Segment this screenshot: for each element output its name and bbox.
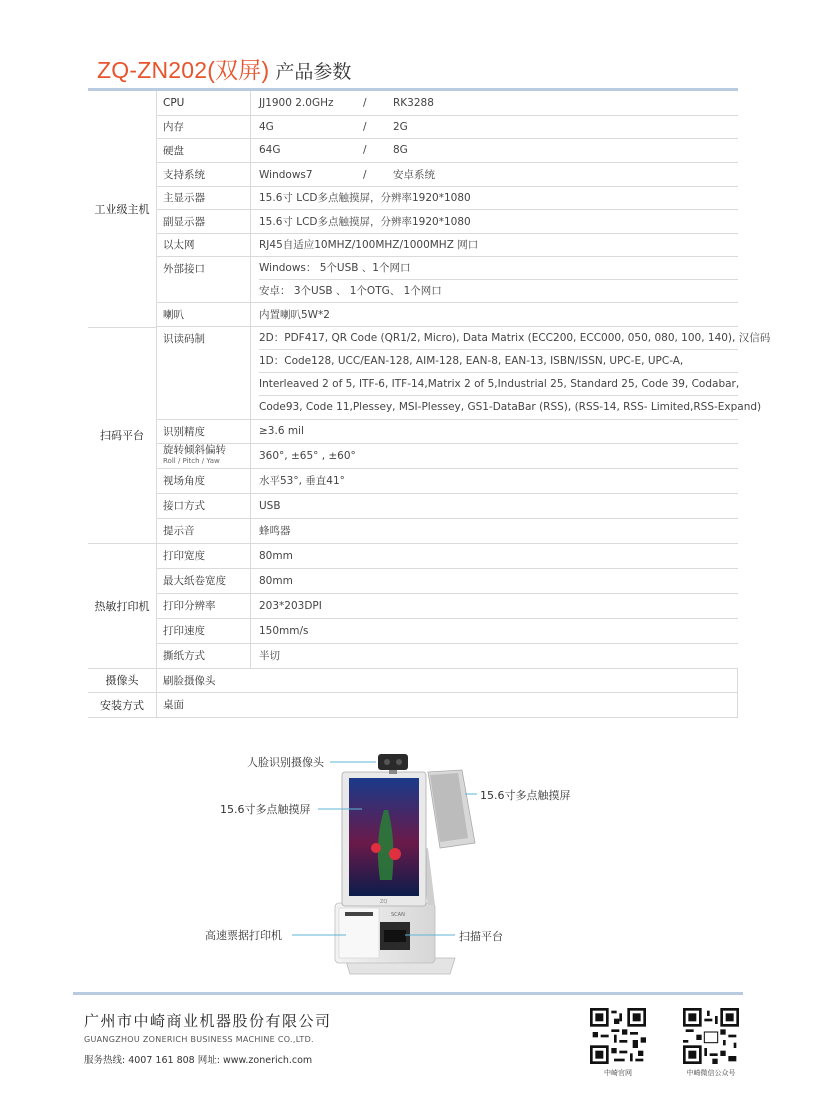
spec-value: JJ1900 2.0GHz / RK3288 [251,91,738,115]
company-name-cn: 广州市中崎商业机器股份有限公司 [84,1012,332,1030]
callout-printer: 高速票据打印机 [205,929,282,942]
codes-line: 1D：Code128, UCC/EAN-128, AIM-128, EAN-8, EAN-13, ISBN/ISSN, UPC-E, UPC-A, [259,350,738,373]
company-name-en: GUANGZHOU ZONERICH BUSINESS MACHINE CO.,LTD. [84,1035,314,1044]
spec-value: 64G / 8G [251,138,738,162]
spec-value: USB [251,493,738,518]
spec-label: 打印分辨率 [157,593,251,618]
spec-label: 主显示器 [157,186,251,209]
codes-line: 2D：PDF417, QR Code (QR1/2, Micro), Data Matrix (ECC200, ECC000, 050, 080, 100, 140), 汉信码 [259,327,738,350]
page-subtitle: 产品参数 [275,61,352,83]
spec-label: 喇叭 [157,302,251,326]
callout-camera: 人脸识别摄像头 [247,756,324,769]
scanner-tag: SCAN [391,912,405,918]
spec-label: 副显示器 [157,209,251,233]
category-camera: 摄像头 [88,668,157,692]
spec-value-ports [251,256,738,302]
footer-divider [73,992,743,995]
spec-label: 打印宽度 [157,543,251,568]
kiosk-drawing [0,730,818,990]
page-title [97,52,351,86]
spec-value: 桌面 [157,692,738,717]
qr-caption-wechat: 中崎微信公众号 [686,1069,736,1077]
callout-main-screen: 15.6寸多点触摸屏 [220,803,311,816]
spec-label: 撕纸方式 [157,643,251,668]
spec-value-codes [251,327,771,419]
spec-label: 以太网 [157,233,251,256]
spec-value: 4G / 2G [251,115,738,138]
category-host: 工业级主机 [88,91,157,327]
brand-mark: ZQ [380,899,388,905]
spec-value: 15.6寸 LCD多点触摸屏，分辨率1920*1080 [251,209,738,233]
company-contact: 服务热线: 4007 161 808 网址: www.zonerich.com [84,1055,313,1066]
qr-code-wechat[interactable] [683,1008,739,1064]
model-name: ZQ-ZN202(双屏) [97,57,270,83]
codes-line: Code93, Code 11,Plessey, MSI-Plessey, GS1-DataBar (RSS), (RSS-14, RSS- Limited,RSS-Expand) [259,401,762,414]
spec-value: 360°, ±65° , ±60° [251,443,738,468]
ports-windows: Windows： 5个USB 、1个网口 [259,257,738,280]
category-printer: 热敏打印机 [88,543,157,668]
spec-value: 80mm [251,543,738,568]
spec-label: 提示音 [157,518,251,543]
spec-value: 水平53°, 垂直41° [251,468,738,493]
spec-value: 半切 [251,643,738,668]
product-illustration [0,730,818,990]
spec-value: 150mm/s [251,618,738,643]
spec-label: 视场角度 [157,468,251,493]
callout-sub-screen: 15.6寸多点触摸屏 [480,789,571,802]
spec-value: RJ45自适应10MHZ/100MHZ/1000MHZ 网口 [251,233,738,256]
spec-label: 硬盘 [157,138,251,162]
spec-label: 打印速度 [157,618,251,643]
spec-value: 15.6寸 LCD多点触摸屏，分辨率1920*1080 [251,186,738,209]
category-scan: 扫码平台 [88,327,157,543]
spec-label-rotation: 旋转倾斜偏转 Roll / Pitch / Yaw [157,443,251,468]
spec-value: 刷脸摄像头 [157,668,738,692]
callout-scanner: 扫描平台 [459,930,503,943]
spec-label: 最大纸卷宽度 [157,568,251,593]
spec-value: ≥3.6 mil [251,419,738,443]
ports-android: 安卓： 3个USB 、 1个OTG、 1个网口 [259,284,442,297]
spec-label: 接口方式 [157,493,251,518]
category-mount: 安装方式 [88,692,157,717]
spec-value: 80mm [251,568,738,593]
spec-label: 识别精度 [157,419,251,443]
spec-label: 内存 [157,115,251,138]
qr-code-website[interactable] [590,1008,646,1064]
spec-table [88,91,771,718]
qr-caption-website: 中崎官网 [604,1069,632,1077]
spec-value: Windows7 / 安卓系统 [251,162,738,186]
spec-label: CPU [157,91,251,115]
spec-value: 内置喇叭5W*2 [251,302,738,326]
spec-label: 识读码制 [157,327,251,419]
spec-label: 外部接口 [157,256,251,302]
spec-value: 203*203DPI [251,593,738,618]
spec-value: 蜂鸣器 [251,518,738,543]
spec-label: 支持系统 [157,162,251,186]
codes-line: Interleaved 2 of 5, ITF-6, ITF-14,Matrix 2 of 5,Industrial 25, Standard 25, Code 39, Codabar, [259,373,738,396]
